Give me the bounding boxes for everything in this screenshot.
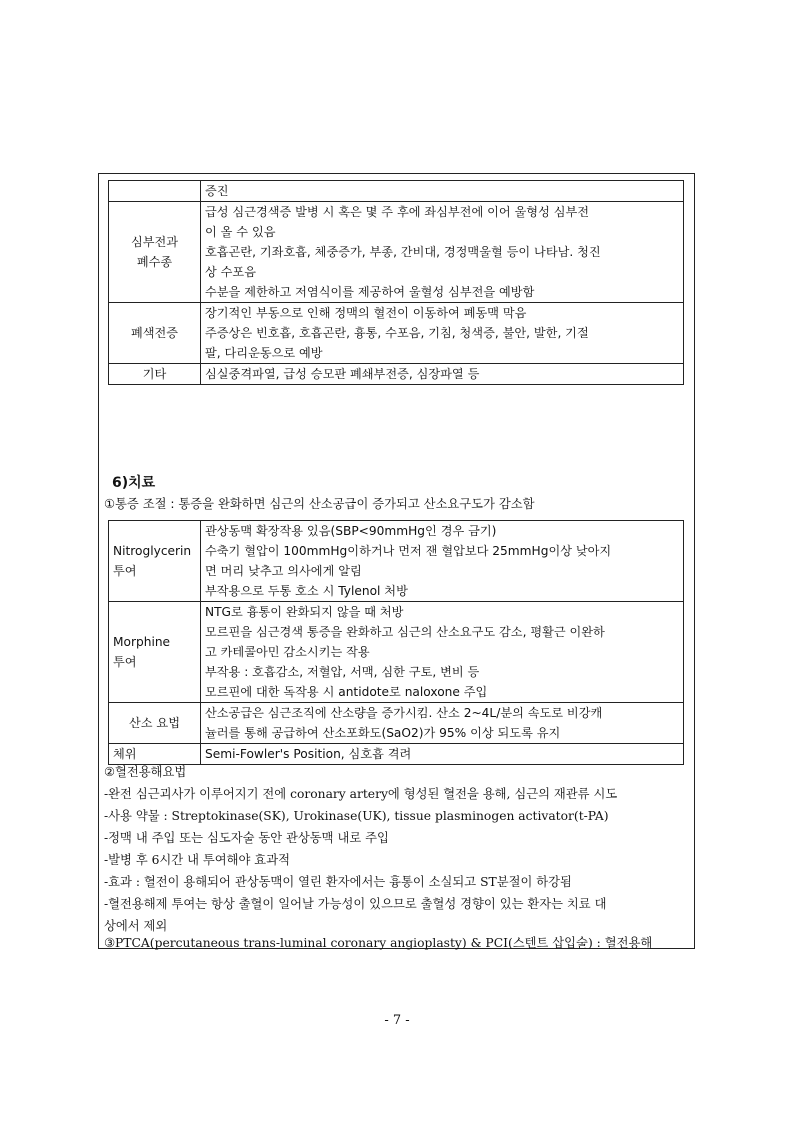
text-line: 부작용 : 호흡감소, 저혈압, 서맥, 심한 구토, 변비 등 — [205, 665, 480, 679]
row-content — [201, 303, 684, 364]
table-row — [109, 602, 684, 703]
label-line: 기타 — [142, 367, 167, 381]
text-line: 수분을 제한하고 저염식이를 제공하여 울혈성 심부전을 예방함 — [205, 285, 535, 299]
table-row — [109, 364, 684, 385]
text-line: 장기적인 부동으로 인해 정맥의 혈전이 이동하여 폐동맥 막음 — [205, 306, 527, 320]
row-label — [109, 181, 201, 202]
text-line: -혈전용해제 투여는 항상 출혈이 일어날 가능성이 있으므로 출혈성 경향이 있는 환자는 치료 대 — [104, 897, 607, 911]
text-line: -정맥 내 주입 또는 심도자술 동안 관상동맥 내로 주입 — [104, 831, 389, 845]
text-line: 급성 심근경색증 발병 시 혹은 몇 주 후에 좌심부전에 이어 울형성 심부전 — [205, 205, 590, 219]
text-line: 모르핀에 대한 독작용 시 antidote로 naloxone 주입 — [205, 685, 488, 699]
label-line: 심부전과 — [130, 235, 179, 249]
section-heading: 6)치료 — [112, 475, 156, 491]
row-content — [201, 744, 684, 765]
label-line: 산소 요법 — [129, 716, 180, 730]
table-row — [109, 202, 684, 303]
row-label — [109, 703, 201, 744]
text-line: 면 머리 낮추고 의사에게 알림 — [205, 564, 362, 578]
table-row — [109, 181, 684, 202]
text-line: 관상동맥 확장작용 있음(SBP<90mmHg인 경우 금기) — [205, 524, 497, 538]
text-line: -완전 심근괴사가 이루어지기 전에 coronary artery에 형성된 혈전을 용해, 심근의 재관류 시도 — [104, 787, 618, 801]
label-line: 폐수종 — [136, 255, 173, 269]
label-line: 투여 — [113, 564, 137, 578]
text-line: Semi-Fowler's Position, 심호흡 격려 — [205, 747, 412, 761]
row-content — [201, 602, 684, 703]
text-line: 뉼러를 통해 공급하여 산소포화도(SaO2)가 95% 이상 되도록 유지 — [205, 726, 561, 740]
table-row — [109, 303, 684, 364]
thrombolysis-heading: ②혈전용해요법 — [104, 765, 187, 779]
text-line: 고 카테콜아민 감소시키는 작용 — [205, 645, 370, 659]
text-line: 이 올 수 있음 — [205, 225, 276, 239]
complications-table — [108, 180, 684, 385]
text-line: 팔, 다리운동으로 예방 — [205, 346, 323, 360]
text-line: 모르핀을 심근경색 통증을 완화하고 심근의 산소요구도 감소, 평활근 이완하 — [205, 625, 605, 639]
label-line: Nitroglycerin — [113, 544, 192, 558]
row-label — [109, 303, 201, 364]
text-line: 증진 — [205, 184, 229, 198]
text-line: -효과 : 혈전이 용해되어 관상동맥이 열린 환자에서는 흉통이 소실되고 ST분절이 하강됨 — [104, 875, 572, 889]
label-line: 폐색전증 — [130, 326, 179, 340]
ptca-line: ③PTCA(percutaneous trans-luminal coronary angioplasty) & PCI(스텐트 삽입술) : 혈전용해 — [104, 936, 653, 950]
row-label — [109, 521, 201, 602]
label-line: 체위 — [113, 747, 137, 761]
label-line: Morphine — [113, 635, 171, 649]
text-line: -발병 후 6시간 내 투여해야 효과적 — [104, 853, 290, 867]
text-line: 호흡곤란, 기좌호흡, 체중증가, 부종, 간비대, 경정맥울혈 등이 나타남. 청진 — [205, 245, 601, 259]
row-content — [201, 521, 684, 602]
text-line: -사용 약물 : Streptokinase(SK), Urokinase(UK), tissue plasminogen activator(t-PA) — [104, 809, 609, 823]
text-line: 심실중격파열, 급성 승모판 폐쇄부전증, 심장파열 등 — [205, 367, 480, 381]
text-line: NTG로 흉통이 완화되지 않을 때 처방 — [205, 605, 404, 619]
table-row — [109, 521, 684, 602]
row-content — [201, 202, 684, 303]
row-content — [201, 181, 684, 202]
table-row — [109, 703, 684, 744]
text-line: 수축기 혈압이 100mmHg이하거나 먼저 잰 혈압보다 25mmHg이상 낮아지 — [205, 544, 612, 558]
row-content — [201, 703, 684, 744]
pain-control-text: ①통증 조절 : 통증을 완화하면 심근의 산소공급이 증가되고 산소요구도가 감소함 — [104, 497, 535, 511]
text-line: 산소공급은 심근조직에 산소량을 증가시킴. 산소 2~4L/분의 속도로 비강캐 — [205, 706, 603, 720]
treatment-table — [108, 520, 684, 765]
text-line: 상 수포음 — [205, 265, 256, 279]
text-line: 부작용으로 두통 호소 시 Tylenol 처방 — [205, 584, 408, 598]
row-content — [201, 364, 684, 385]
label-line: 투여 — [113, 655, 137, 669]
row-label — [109, 364, 201, 385]
text-line: 주증상은 빈호흡, 호흡곤란, 흉통, 수포음, 기침, 청색증, 불안, 발한, 기절 — [205, 326, 589, 340]
table-row — [109, 744, 684, 765]
row-label — [109, 602, 201, 703]
page-number: - 7 - — [384, 1013, 410, 1028]
row-label — [109, 202, 201, 303]
text-line: 상에서 제외 — [104, 919, 168, 933]
